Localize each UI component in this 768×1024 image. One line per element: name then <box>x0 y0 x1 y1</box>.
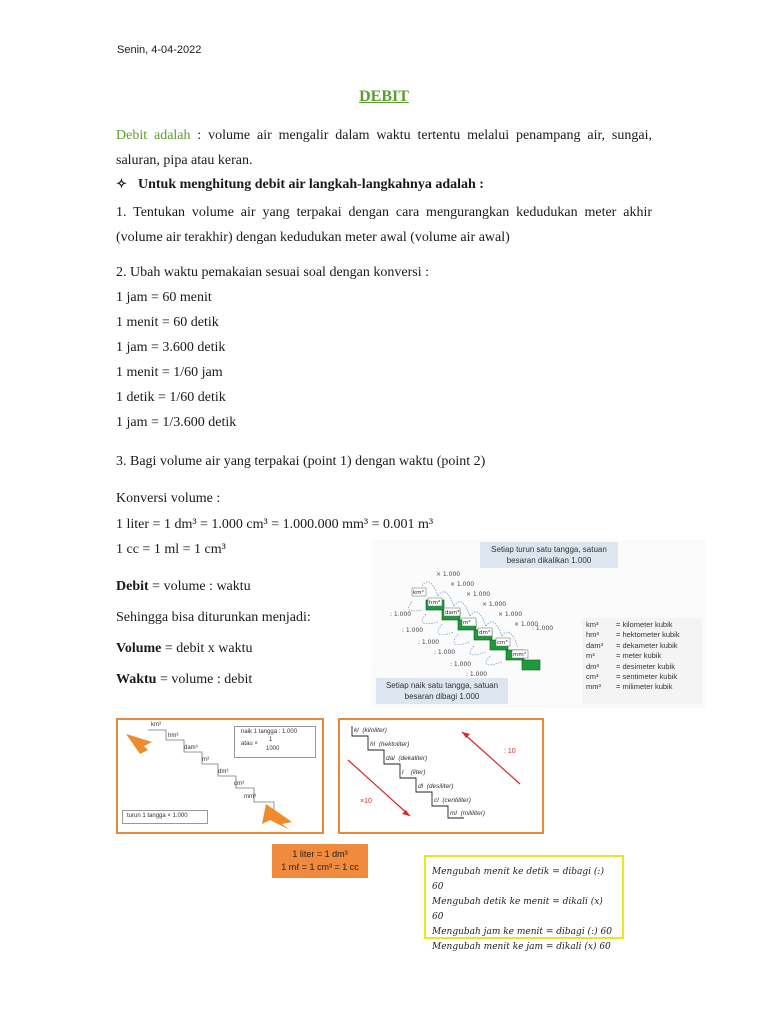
svg-text:× 1.000: × 1.000 <box>436 571 461 578</box>
arrow-down-right-icon <box>402 810 410 816</box>
turun-box: turun 1 tangga × 1.000 <box>122 810 208 824</box>
step-3: 3. Bagi volume air yang terpakai (point 1) dengan waktu (point 2) <box>116 454 486 469</box>
arrow-down-right-icon <box>262 804 292 830</box>
conversion-item: 1 menit = 1/60 jam <box>116 365 223 380</box>
stair-unit-label: dm³ <box>479 630 491 636</box>
diamond-bullet-icon: ✧ <box>116 176 127 191</box>
legend-row: dam³ = dekameter kubik <box>586 640 678 650</box>
liter-unit: hl (hektoliter) <box>370 741 410 748</box>
liter-equivalence-box: 1 liter = 1 dm³ 1 mℓ = 1 cm³ = 1 cc <box>272 844 368 878</box>
svg-text:: 1.000: : 1.000 <box>434 649 456 656</box>
stair-unit-label: hm³ <box>429 600 441 606</box>
arrow-up-left-icon <box>462 732 470 738</box>
arrow-down-left-icon <box>126 734 164 766</box>
stair-unit-label: m³ <box>463 620 471 626</box>
time-rules-box <box>424 855 624 952</box>
time-rule: Mengubah menit ke detik = dibagi (:) 60 <box>432 867 604 892</box>
step-2-intro: 2. Ubah waktu pemakaian sesuai soal dengan konversi : <box>116 265 429 280</box>
legend-row: hm³ = hektometer kubik <box>586 630 680 640</box>
liter-unit: cl (centiliter) <box>434 797 471 804</box>
times-ten-label: ×10 <box>360 798 372 805</box>
liter-unit: ml (mililiter) <box>450 810 486 817</box>
volume-conversion-heading: Konversi volume : <box>116 491 221 506</box>
time-rule: Mengubah jam ke menit = dibagi (:) 60 <box>432 927 612 937</box>
cubic-stairs-orange-figure: km³ hm³ dam³ m³ dm³ cm³ mm³ naik 1 tangga : 1.000 atau × 1 1000 turun 1 tangga × 1.000 <box>116 718 324 834</box>
liter-stairs-lines <box>340 720 542 832</box>
svg-text:× 1.000: × 1.000 <box>514 621 539 628</box>
liter-stairs-orange-figure <box>338 718 544 834</box>
cubic-stairs-figure <box>372 540 706 708</box>
svg-text:: 1.000: : 1.000 <box>418 639 440 646</box>
stair-unit-label: mm³ <box>513 652 526 658</box>
stair-step <box>522 660 540 670</box>
legend-row: m³ = meter kubik <box>586 651 662 661</box>
conversion-item: 1 menit = 60 detik <box>116 315 219 330</box>
stair-unit-label: km³ <box>413 590 424 596</box>
naik-box: naik 1 tangga : 1.000 atau × 1 1000 <box>234 726 316 758</box>
time-rule: Mengubah detik ke menit = dikali (x) 60 <box>432 897 603 922</box>
svg-text:: 1.000: : 1.000 <box>402 627 424 634</box>
conversion-item: 1 detik = 1/60 detik <box>116 390 226 405</box>
conversion-item: 1 jam = 1/3.600 detik <box>116 415 237 430</box>
stair-unit-label: dam³ <box>445 610 460 616</box>
svg-text:: 1.000: : 1.000 <box>466 671 488 678</box>
formula-waktu: Waktu = volume : debit <box>116 672 253 687</box>
legend-row: cm³ = sentimeter kubik <box>586 672 678 682</box>
callout-up: Setiap naik satu tangga, satuan besaran dibagi 1.000 <box>376 678 508 704</box>
divide-ten-label: : 10 <box>504 748 516 755</box>
formula-derive: Sehingga bisa diturunkan menjadi: <box>116 610 311 625</box>
svg-text:× 1.000: × 1.000 <box>482 601 507 608</box>
liter-unit: kl (kiloliter) <box>354 727 387 734</box>
volume-conversion-line: 1 liter = 1 dm³ = 1.000 cm³ = 1.000.000 mm³ = 0.001 m³ <box>116 517 434 532</box>
document-date: Senin, 4-04-2022 <box>117 44 202 56</box>
svg-text:: 1.000: : 1.000 <box>450 661 472 668</box>
conversion-item: 1 jam = 60 menit <box>116 290 212 305</box>
legend-row: km³ = kilometer kubik <box>586 620 673 629</box>
svg-text:× 1.000: × 1.000 <box>498 611 523 618</box>
volume-conversion-line: 1 cc = 1 ml = 1 cm³ <box>116 542 226 557</box>
conversion-item: 1 jam = 3.600 detik <box>116 340 226 355</box>
svg-text:× 1.000: × 1.000 <box>450 581 475 588</box>
definition-term: Debit adalah <box>116 128 191 143</box>
definition-paragraph <box>116 123 652 173</box>
unit-legend <box>582 618 702 704</box>
page-title: DEBIT <box>359 88 409 105</box>
formula-debit: Debit = volume : waktu <box>116 579 251 594</box>
svg-text:: 1.000: : 1.000 <box>390 611 412 618</box>
liter-unit: dl (desiliter) <box>418 783 454 790</box>
step-1: 1. Tentukan volume air yang terpakai dengan cara mengurangkan kedudukan meter akhir (volume air terakhir) dengan kedudukan meter awal (volume air awal) <box>116 205 652 245</box>
formula-volume: Volume = debit x waktu <box>116 641 253 656</box>
steps-heading: ✧ Untuk menghitung debit air langkah-langkahnya adalah : <box>116 176 484 192</box>
liter-unit: l (liter) <box>402 769 426 776</box>
definition-text: : volume air mengalir dalam waktu tertentu melalui penampang air, sungai, saluran, pipa atau keran. <box>116 128 652 168</box>
legend-row: dm³ = desimeter kubik <box>586 661 675 671</box>
liter-unit: dal (dekaliter) <box>386 755 428 762</box>
svg-text:× 1.000: × 1.000 <box>466 591 491 598</box>
callout-down: Setiap turun satu tangga, satuan besaran dikalikan 1.000 <box>480 542 618 568</box>
svg-text:: 1.000: : 1.000 <box>532 625 554 632</box>
legend-row: mm³ = milimeter kubik <box>586 682 673 692</box>
time-rule: Mengubah menit ke jam = dikali (x) 60 <box>432 942 611 952</box>
stair-unit-label: cm³ <box>497 640 508 646</box>
